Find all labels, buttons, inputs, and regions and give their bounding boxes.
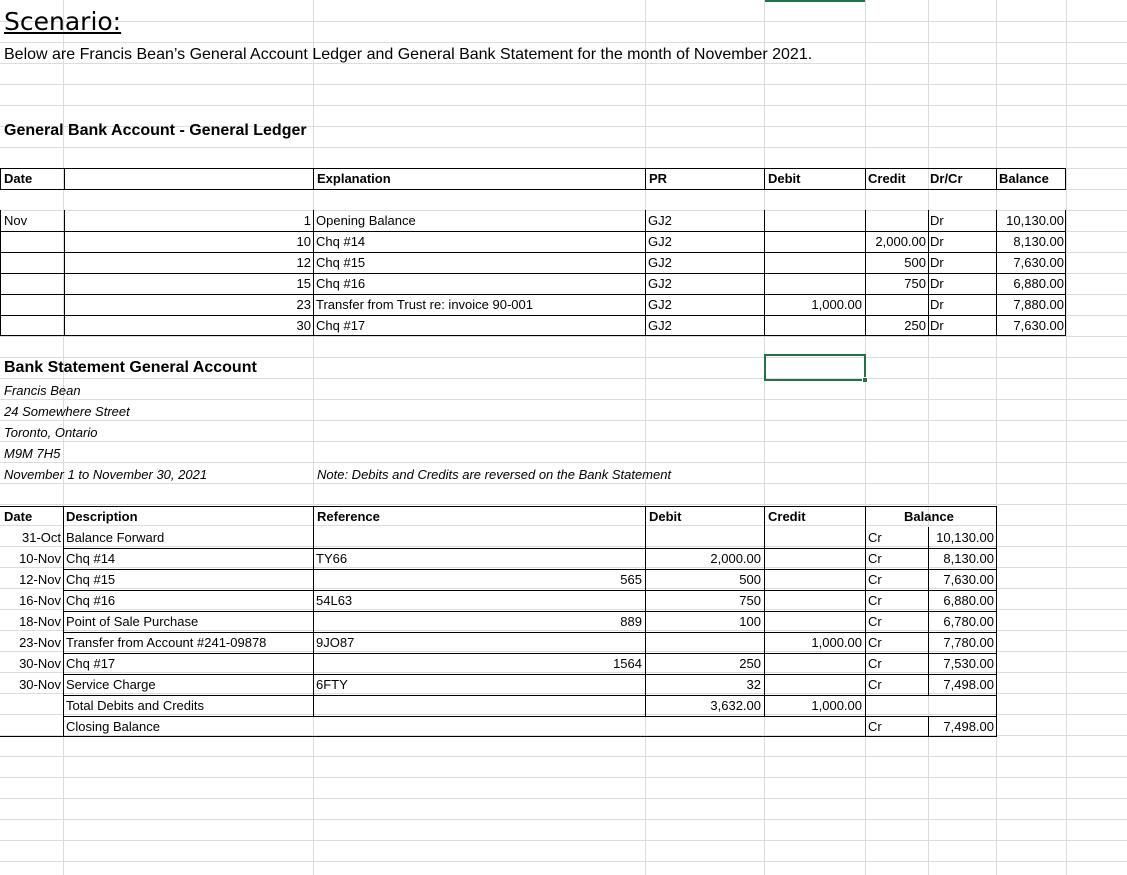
ledger-explanation: Chq #15 bbox=[316, 255, 366, 270]
ledger-header-debit: Debit bbox=[768, 171, 801, 186]
scenario-description: Below are Francis Bean’s General Account Ledger and General Bank Statement for the month of November 2021. bbox=[4, 46, 813, 63]
bank-balance: 7,780.00 bbox=[943, 635, 994, 650]
bank-crdr: Cr bbox=[868, 614, 882, 629]
bank-crdr: Cr bbox=[868, 551, 882, 566]
bank-reference: 54L63 bbox=[316, 593, 353, 608]
ledger-day: 12 bbox=[296, 255, 311, 270]
ledger-drcr: Dr bbox=[930, 276, 944, 291]
ledger-header-credit: Credit bbox=[868, 171, 906, 186]
bank-description: Service Charge bbox=[66, 677, 156, 692]
bank-address-line: 24 Somewhere Street bbox=[4, 404, 130, 419]
bank-crdr: Cr bbox=[868, 635, 882, 650]
bank-balance: 7,530.00 bbox=[943, 656, 994, 671]
bank-reference: TY66 bbox=[316, 551, 348, 566]
bank-reference: 6FTY bbox=[316, 677, 348, 692]
bank-credit bbox=[764, 549, 862, 569]
bank-address-line: Francis Bean bbox=[4, 383, 81, 398]
ledger-day: 1 bbox=[303, 213, 311, 228]
bank-date: 30-Nov bbox=[19, 677, 61, 692]
bank-credit: 1,000.00 bbox=[811, 635, 862, 650]
bank-debit: 32 bbox=[746, 677, 761, 692]
bank-reference: 9JO87 bbox=[316, 635, 355, 650]
ledger-drcr: Dr bbox=[930, 318, 944, 333]
ledger-explanation: Opening Balance bbox=[316, 213, 416, 228]
ledger-credit: 500 bbox=[904, 255, 926, 270]
ledger-day: 23 bbox=[296, 297, 311, 312]
ledger-explanation: Transfer from Trust re: invoice 90-001 bbox=[316, 297, 533, 312]
ledger-credit bbox=[865, 295, 926, 315]
ledger-debit bbox=[764, 232, 862, 252]
bank-extra: 1564 bbox=[613, 656, 642, 671]
bank-debit bbox=[645, 528, 761, 548]
bank-date: 23-Nov bbox=[19, 635, 61, 650]
scenario-title: Scenario: bbox=[4, 7, 122, 36]
closing-balance: 7,498.00 bbox=[943, 719, 994, 734]
bank-title: Bank Statement General Account bbox=[4, 359, 257, 376]
ledger-pr: GJ2 bbox=[648, 255, 672, 270]
bank-description: Chq #15 bbox=[66, 572, 116, 587]
bank-date: 16-Nov bbox=[19, 593, 61, 608]
bank-debit: 250 bbox=[739, 656, 761, 671]
bank-credit bbox=[764, 570, 862, 590]
ledger-day: 30 bbox=[296, 318, 311, 333]
bank-description: Point of Sale Purchase bbox=[66, 614, 199, 629]
bank-header-credit: Credit bbox=[768, 509, 806, 524]
ledger-pr: GJ2 bbox=[648, 234, 672, 249]
bank-balance: 8,130.00 bbox=[943, 551, 994, 566]
bank-extra bbox=[560, 549, 642, 569]
bank-credit bbox=[764, 654, 862, 674]
totals-credit: 1,000.00 bbox=[811, 698, 862, 713]
ledger-debit bbox=[764, 274, 862, 294]
ledger-debit bbox=[764, 253, 862, 273]
bank-description: Balance Forward bbox=[66, 530, 165, 545]
ledger-pr: GJ2 bbox=[648, 276, 672, 291]
ledger-debit: 1,000.00 bbox=[811, 297, 862, 312]
ledger-header-explanation: Explanation bbox=[317, 171, 391, 186]
bank-header-date: Date bbox=[4, 509, 33, 524]
ledger-day: 15 bbox=[296, 276, 311, 291]
ledger-debit bbox=[764, 211, 862, 231]
ledger-header-balance: Balance bbox=[999, 171, 1049, 186]
bank-address-line: M9M 7H5 bbox=[4, 446, 61, 461]
ledger-balance: 10,130.00 bbox=[1006, 213, 1064, 228]
ledger-header-drcr: Dr/Cr bbox=[930, 171, 963, 186]
bank-description: Transfer from Account #241-09878 bbox=[66, 635, 267, 650]
bank-extra: 889 bbox=[620, 614, 642, 629]
bank-credit bbox=[764, 675, 862, 695]
totals-debit: 3,632.00 bbox=[710, 698, 761, 713]
bank-header-description: Description bbox=[66, 509, 138, 524]
bank-header-reference: Reference bbox=[317, 509, 380, 524]
ledger-balance: 6,880.00 bbox=[1013, 276, 1064, 291]
bank-extra: 565 bbox=[620, 572, 642, 587]
bank-date: 10-Nov bbox=[19, 551, 61, 566]
bank-crdr: Cr bbox=[868, 530, 882, 545]
ledger-month: Nov bbox=[4, 213, 28, 228]
ledger-drcr: Dr bbox=[930, 255, 944, 270]
bank-credit bbox=[764, 591, 862, 611]
bank-date: 18-Nov bbox=[19, 614, 61, 629]
bank-crdr: Cr bbox=[868, 593, 882, 608]
ledger-balance: 8,130.00 bbox=[1013, 234, 1064, 249]
bank-balance: 7,630.00 bbox=[943, 572, 994, 587]
ledger-credit: 750 bbox=[904, 276, 926, 291]
ledger-drcr: Dr bbox=[930, 297, 944, 312]
bank-crdr: Cr bbox=[868, 677, 882, 692]
bank-debit: 500 bbox=[739, 572, 761, 587]
ledger-header-date: Date bbox=[4, 171, 33, 186]
ledger-debit bbox=[764, 316, 862, 336]
column-selection-indicator bbox=[765, 0, 865, 2]
closing-crdr: Cr bbox=[868, 719, 882, 734]
bank-extra bbox=[560, 528, 642, 548]
bank-balance: 6,880.00 bbox=[943, 593, 994, 608]
bank-extra bbox=[560, 633, 642, 653]
ledger-explanation: Chq #16 bbox=[316, 276, 366, 291]
bank-balance: 7,498.00 bbox=[943, 677, 994, 692]
bank-credit bbox=[764, 612, 862, 632]
bank-address-line: Toronto, Ontario bbox=[4, 425, 98, 440]
bank-debit: 2,000.00 bbox=[710, 551, 761, 566]
ledger-header-row bbox=[0, 168, 1066, 190]
bank-debit bbox=[645, 633, 761, 653]
ledger-day: 10 bbox=[296, 234, 311, 249]
bank-balance: 10,130.00 bbox=[936, 530, 994, 545]
selected-cell[interactable] bbox=[764, 354, 866, 381]
ledger-title: General Bank Account - General Ledger bbox=[4, 122, 307, 139]
bank-crdr: Cr bbox=[868, 656, 882, 671]
ledger-pr: GJ2 bbox=[648, 318, 672, 333]
ledger-explanation: Chq #14 bbox=[316, 234, 366, 249]
ledger-balance: 7,630.00 bbox=[1013, 318, 1064, 333]
ledger-pr: GJ2 bbox=[648, 297, 672, 312]
bank-debit: 750 bbox=[739, 593, 761, 608]
ledger-header-pr: PR bbox=[649, 171, 668, 186]
bank-header-debit: Debit bbox=[649, 509, 682, 524]
ledger-credit: 2,000.00 bbox=[875, 234, 926, 249]
ledger-pr: GJ2 bbox=[648, 213, 672, 228]
ledger-explanation: Chq #17 bbox=[316, 318, 366, 333]
bank-extra bbox=[560, 675, 642, 695]
ledger-drcr: Dr bbox=[930, 234, 944, 249]
bank-description: Chq #17 bbox=[66, 656, 116, 671]
ledger-credit bbox=[865, 211, 926, 231]
ledger-balance: 7,630.00 bbox=[1013, 255, 1064, 270]
bank-date: 12-Nov bbox=[19, 572, 61, 587]
bank-date: 31-Oct bbox=[21, 530, 61, 545]
bank-header-balance: Balance bbox=[904, 509, 954, 524]
bank-description: Chq #14 bbox=[66, 551, 116, 566]
fill-handle[interactable] bbox=[862, 377, 868, 383]
bank-crdr: Cr bbox=[868, 572, 882, 587]
bank-description: Chq #16 bbox=[66, 593, 116, 608]
ledger-balance: 7,880.00 bbox=[1013, 297, 1064, 312]
bank-debit: 100 bbox=[739, 614, 761, 629]
bank-date: 30-Nov bbox=[19, 656, 61, 671]
bank-note: Note: Debits and Credits are reversed on the Bank Statement bbox=[317, 467, 672, 482]
totals-label: Total Debits and Credits bbox=[66, 698, 205, 713]
ledger-credit: 250 bbox=[904, 318, 926, 333]
bank-balance: 6,780.00 bbox=[943, 614, 994, 629]
ledger-drcr: Dr bbox=[930, 213, 944, 228]
bank-credit bbox=[764, 528, 862, 548]
closing-label: Closing Balance bbox=[66, 719, 160, 734]
bank-extra bbox=[560, 591, 642, 611]
bank-period: November 1 to November 30, 2021 bbox=[4, 467, 208, 482]
